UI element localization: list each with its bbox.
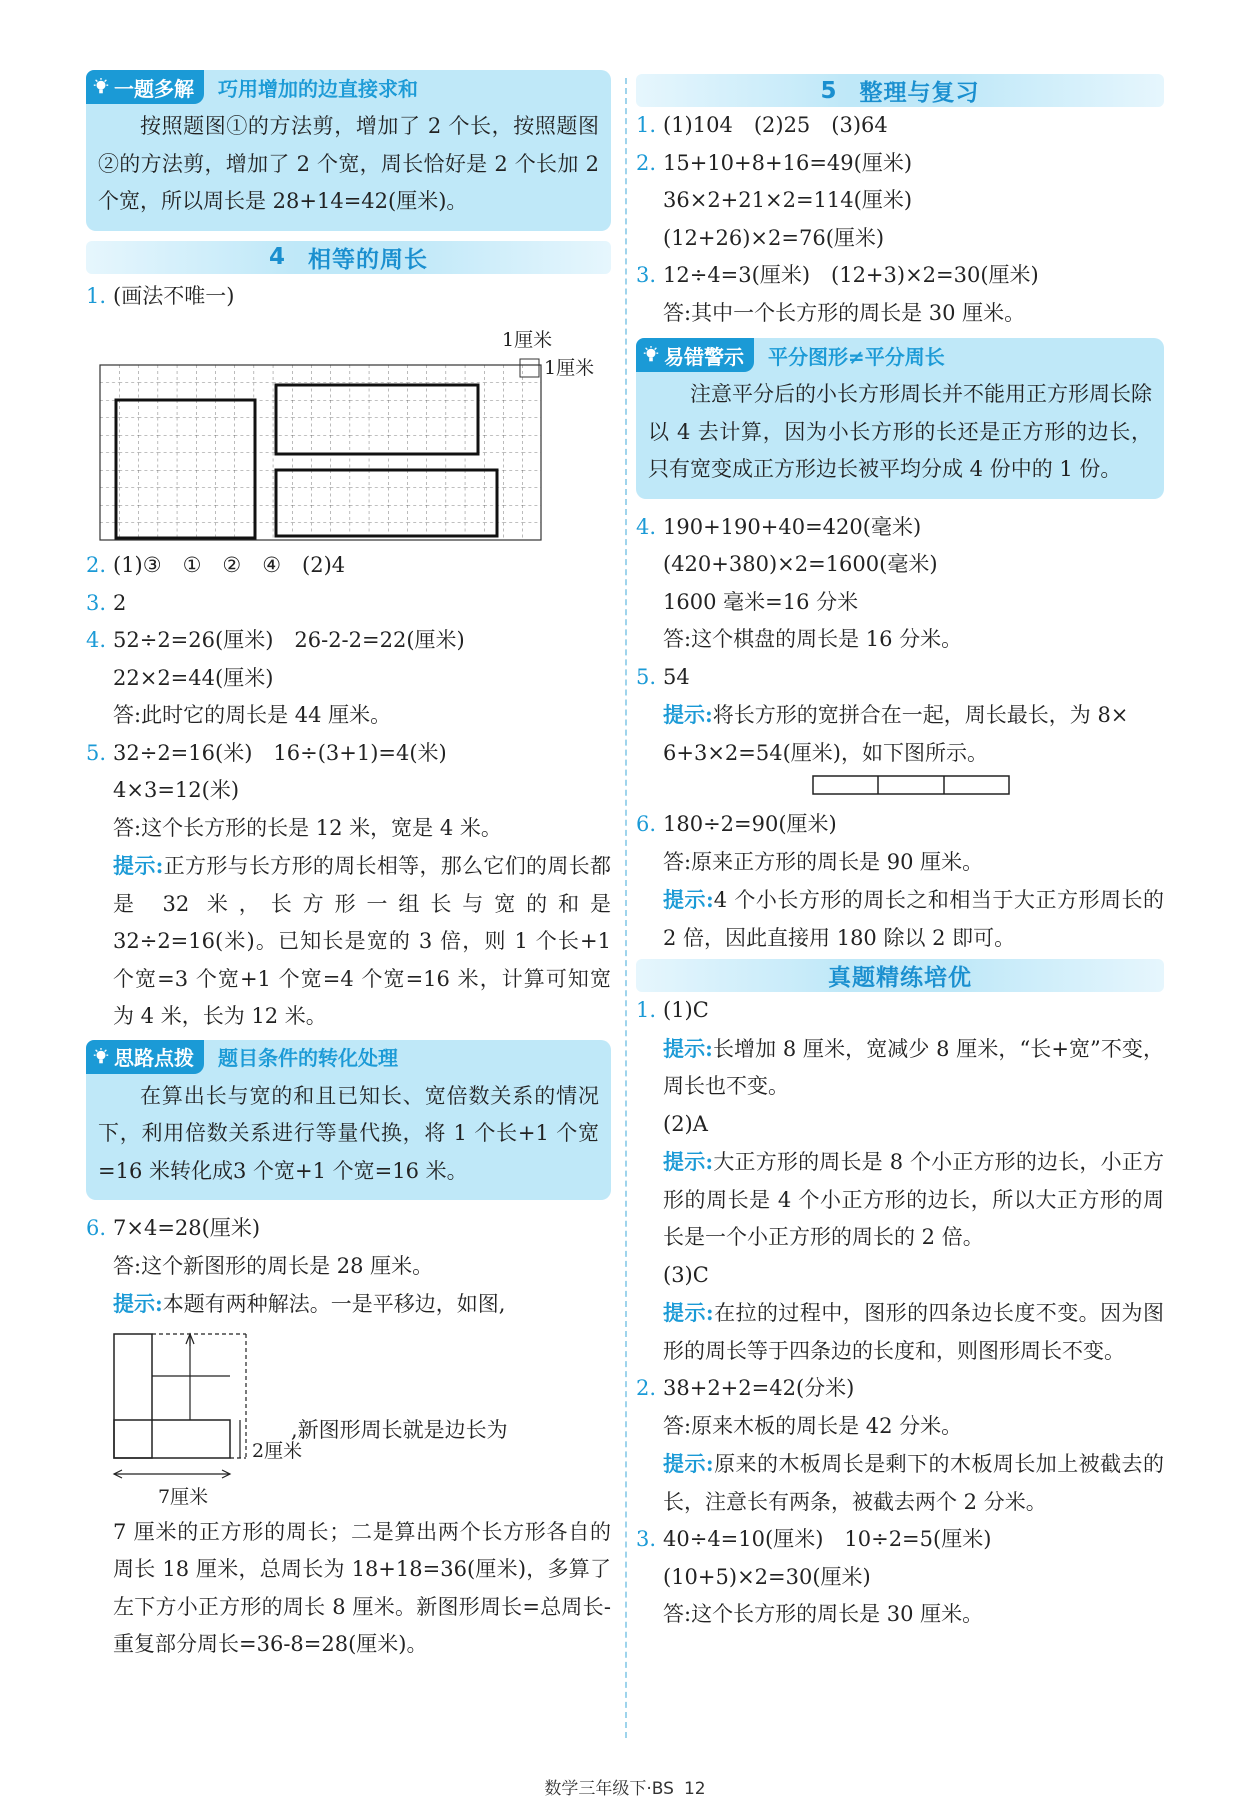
- answer-line: (12+26)×2=76(厘米): [663, 225, 885, 250]
- answer-number: 6.: [636, 812, 657, 836]
- three-rectangles-drawing: [812, 774, 1012, 798]
- review-1: [636, 107, 1164, 145]
- answer-line: (2)A: [663, 1111, 708, 1136]
- answer-number: 1.: [636, 113, 657, 137]
- hint-text-line: 6+3×2=54(厘米)，如下图所示。: [663, 740, 988, 765]
- section-4-banner: [86, 241, 611, 274]
- answer-text: 15+10+8+16=49(厘米): [663, 150, 913, 175]
- hint-label: 提示:: [663, 887, 714, 912]
- answer-number: 2.: [636, 150, 657, 175]
- section-title: 真题精练培优: [828, 965, 972, 991]
- hint-label: 提示:: [113, 853, 164, 878]
- hint-6-rest: 7 厘米的正方形的周长；二是算出两个长方形各自的周长 18 厘米，总周长为 18+18=36(厘米)，多算了左下方小正方形的周长 8 厘米。新图形周长=总周长-重复部分周长=36-8=28(厘米)。: [113, 1519, 611, 1656]
- tip-tag-label: 易错警示: [664, 344, 744, 369]
- tip-body: 注意平分后的小长方形周长并不能用正方形周长除以 4 去计算，因为小长方形的长还是正方形的边长，只有宽变成正方形边长被平均分成 4 份中的 1 份。: [648, 382, 1152, 481]
- review-4: [636, 509, 1164, 547]
- review-2: [636, 145, 1164, 183]
- answer-number: 1.: [636, 998, 657, 1022]
- tip-body: 在算出长与宽的和且已知长、宽倍数关系的情况下，利用倍数关系进行等量代换，将 1 个长+1 个宽=16 米转化成3 个宽+1 个宽=16 米。: [98, 1083, 599, 1183]
- answer-text: 180÷2=90(厘米): [663, 812, 837, 836]
- hint-z1a: [636, 1030, 1164, 1106]
- answer-text: 2: [113, 590, 127, 615]
- answer-number: 1.: [86, 283, 107, 308]
- answer-line: 1600 毫米=16 分米: [663, 589, 859, 614]
- column-divider: [625, 78, 627, 1738]
- hint-text: 将长方形的宽拼合在一起，周长最长，为 8×: [712, 703, 1129, 727]
- answer-number: 2.: [636, 1376, 657, 1400]
- lightbulb-icon: [642, 346, 660, 364]
- tip-tag: [636, 338, 754, 372]
- answer-text: 32÷2=16(米) 16÷(3+1)=4(米): [113, 740, 447, 765]
- answer-number: 3.: [636, 1527, 657, 1551]
- hint-5: [86, 847, 611, 1036]
- answer-line: 答:原来正方形的周长是 90 厘米。: [663, 849, 984, 874]
- lightbulb-icon: [92, 78, 110, 96]
- tip-title: 平分图形≠平分周长: [768, 344, 945, 369]
- answer-line: 36×2+21×2=114(厘米): [663, 188, 913, 212]
- hint-z1b: [636, 1143, 1164, 1257]
- hint-6-continued: ,新图形周长就是边长为: [291, 1417, 508, 1442]
- answer-line: 答:此时它的周长是 44 厘米。: [113, 703, 392, 727]
- hint-text: 本题有两种解法。一是平移边，如图,: [162, 1292, 506, 1316]
- tip-tag: [86, 70, 204, 104]
- review-3: [636, 257, 1164, 295]
- section-title: 相等的周长: [308, 246, 428, 273]
- lightbulb-icon: [92, 1048, 110, 1066]
- answer-number: 4.: [86, 628, 107, 652]
- answer-text: (画法不唯一): [113, 283, 235, 308]
- hint-label: 提示:: [663, 1035, 713, 1061]
- figure-label-width: 7厘米: [158, 1485, 209, 1508]
- answer-number: 4.: [636, 514, 657, 539]
- answer-text: (1)104 (2)25 (3)64: [663, 113, 888, 137]
- answer-number: 5.: [636, 664, 657, 689]
- tip-tag-label: 思路点拨: [114, 1046, 194, 1070]
- tip-box-multi-solution: [86, 70, 611, 231]
- hint-r6: [636, 881, 1164, 957]
- grid-label-height: 1厘米: [544, 357, 595, 379]
- footer-subject: 数学三年级下·BS: [544, 1779, 674, 1799]
- answer-1: [86, 278, 611, 316]
- hint-r5: [636, 696, 1164, 735]
- section-number: 4: [268, 244, 286, 270]
- hint-label: 提示:: [113, 1291, 163, 1316]
- review-6: [636, 806, 1164, 844]
- answer-text: 190+190+40=420(毫米): [663, 514, 922, 539]
- answer-text: 38+2+2=42(分米): [663, 1376, 855, 1400]
- answer-text: 54: [663, 664, 690, 689]
- hint-text: 原来的木板周长是剩下的木板周长加上被截去的长，注意长有两条，被截去两个 2 分米。: [663, 1452, 1164, 1514]
- answer-text: (1)C: [663, 998, 709, 1022]
- answer-line: 答:这个长方形的长是 12 米，宽是 4 米。: [113, 815, 502, 840]
- answer-text: 7×4=28(厘米): [113, 1216, 261, 1240]
- hint-text: 大正方形的周长是 8 个小正方形的边长，小正方形的周长是 4 个小正方形的边长，所以大正方形的周长是一个小正方形的周长的 2 倍。: [663, 1150, 1164, 1249]
- section-title: 整理与复习: [859, 80, 980, 106]
- hint-label: 提示:: [663, 1300, 714, 1325]
- hint-text: 在拉的过程中，图形的四条边长度不变。因为图形的周长等于四条边的长度和，则图形周长不变。: [663, 1301, 1164, 1363]
- answer-number: 5.: [86, 740, 107, 765]
- tip-body: 按照题图①的方法剪，增加了 2 个长，按照题图②的方法剪，增加了 2 个宽，周长恰好是 2 个长加 2 个宽，所以周长是 28+14=42(厘米)。: [98, 114, 599, 213]
- section-5-banner: [636, 74, 1164, 107]
- answer-line: (10+5)×2=30(厘米): [663, 1564, 871, 1589]
- grid-label-width: 1厘米: [502, 329, 553, 351]
- tip-tag: [86, 1040, 204, 1074]
- page-number: 12: [683, 1779, 706, 1799]
- answer-5: [86, 735, 611, 773]
- answer-number: 2.: [86, 553, 107, 577]
- hint-6: [86, 1285, 611, 1324]
- review-5: [636, 659, 1164, 697]
- tip-box-warning: [636, 338, 1164, 499]
- tip-box-thinking: [86, 1040, 611, 1201]
- answer-text: 12÷4=3(厘米) (12+3)×2=30(厘米): [663, 263, 1039, 287]
- answer-number: 3.: [86, 590, 107, 615]
- tip-tag-label: 一题多解: [114, 76, 194, 101]
- tip-title: 巧用增加的边直接求和: [218, 76, 418, 101]
- hint-label: 提示:: [663, 702, 713, 727]
- grid-figure: [86, 315, 611, 547]
- answer-3: [86, 585, 611, 623]
- section-number: 5: [820, 77, 838, 104]
- practice-3: [636, 1521, 1164, 1559]
- right-column: [636, 78, 1164, 1634]
- answer-line: 答:其中一个长方形的周长是 30 厘米。: [663, 300, 1026, 325]
- translation-figure: [86, 1324, 611, 1514]
- answer-line: 答:原来木板的周长是 42 分米。: [663, 1413, 963, 1438]
- hint-text: 长增加 8 厘米，宽减少 8 厘米，“长+宽”不变，周长也不变。: [663, 1036, 1164, 1098]
- answer-number: 6.: [86, 1216, 107, 1240]
- answer-line: 答:这个长方形的周长是 30 厘米。: [663, 1602, 984, 1626]
- answer-4: [86, 622, 611, 660]
- answer-line: 答:这个新图形的周长是 28 厘米。: [113, 1253, 434, 1278]
- hint-label: 提示:: [663, 1451, 714, 1476]
- hint-z1c: [636, 1294, 1164, 1370]
- hint-text: 4 个小长方形的周长之和相当于大正方形周长的 2 倍，因此直接用 180 除以 2 即可。: [663, 888, 1164, 950]
- hint-label: 提示:: [663, 1149, 714, 1174]
- answer-number: 3.: [636, 263, 657, 287]
- answer-line: (420+380)×2=1600(毫米): [663, 552, 938, 576]
- answer-line: 4×3=12(米): [113, 778, 240, 802]
- strip-figure: [636, 772, 1164, 806]
- practice-2: [636, 1370, 1164, 1408]
- hint-z2: [636, 1445, 1164, 1521]
- answer-text: (1)③ ① ② ④ (2)4: [113, 553, 346, 577]
- answer-text: 40÷4=10(厘米) 10÷2=5(厘米): [663, 1527, 992, 1551]
- section-practice-banner: [636, 959, 1164, 992]
- tip-title: 题目条件的转化处理: [218, 1046, 398, 1070]
- answer-line: 答:这个棋盘的周长是 16 分米。: [663, 627, 963, 651]
- answer-2: [86, 547, 611, 585]
- page-footer: [0, 1774, 1250, 1799]
- left-column: [86, 78, 611, 1664]
- answer-line: (3)C: [663, 1262, 709, 1287]
- hint-text: 正方形与长方形的周长相等，那么它们的周长都是 32 米，长方形一组长与宽的和是 32÷2=16(米)。已知长是宽的 3 倍，则 1 个长+1 个宽=3 个宽+1 个宽=4 个宽=16 米，计算可知宽为 4 米，长为 12 米。: [113, 854, 611, 1028]
- answer-text: 52÷2=26(厘米) 26-2-2=22(厘米): [113, 628, 465, 652]
- answer-6: [86, 1210, 611, 1248]
- practice-1: [636, 992, 1164, 1030]
- figure-label-height: 2厘米: [252, 1439, 303, 1462]
- answer-line: 22×2=44(厘米): [113, 665, 274, 690]
